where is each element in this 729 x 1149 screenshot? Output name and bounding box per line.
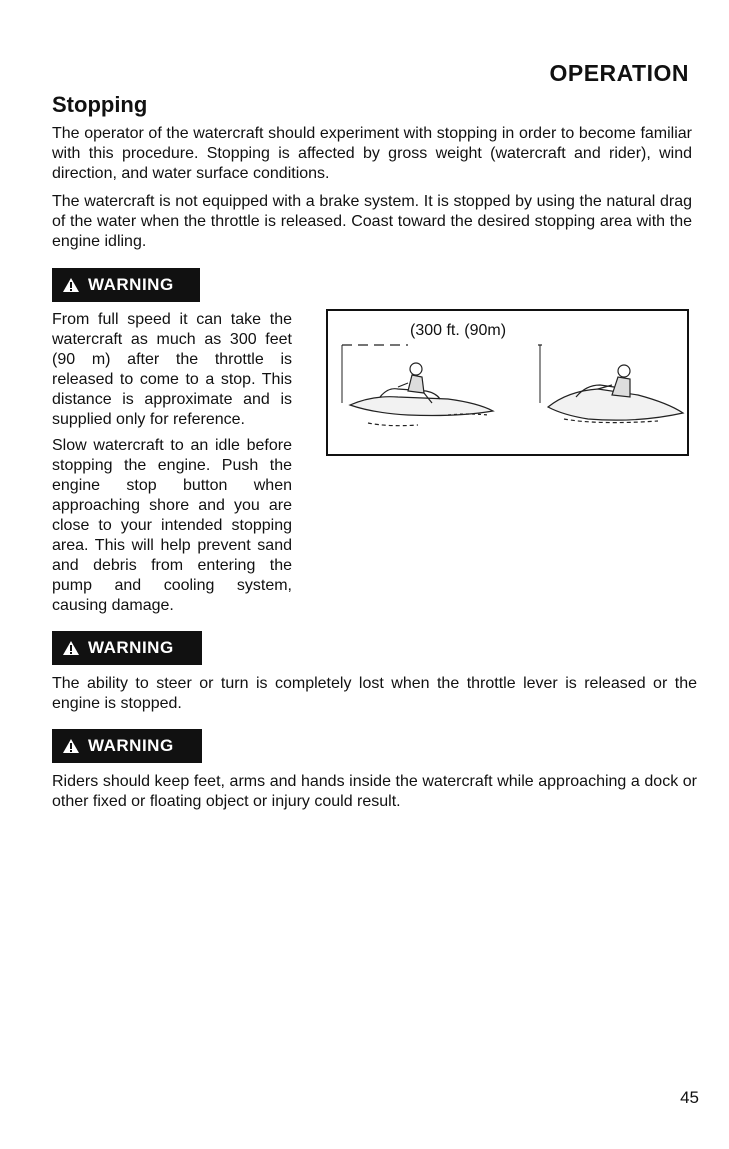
stopping-distance-figure <box>326 309 689 456</box>
watercraft-illustration <box>328 311 687 454</box>
warning-3-paragraph: Riders should keep feet, arms and hands inside the watercraft while approaching a dock or other fixed or floating object or injury could result. <box>52 773 697 810</box>
intro-paragraph-2: The watercraft is not equipped with a brake system. It is stopped by using the natural drag of the water when the throttle is released. Coast toward the desired stopping area with the engine idling. <box>52 193 692 250</box>
warning-text: WARNING <box>88 638 174 657</box>
warning-1-paragraph-2: Slow watercraft to an idle before stopping the engine. Push the engine stop button when approaching shore and you are close to your intended stopping area. This will help prevent sand and debris from entering the pump and cooling system, causing damage. <box>52 437 292 614</box>
warning-triangle-icon <box>62 277 80 293</box>
page-title: Stopping <box>52 92 148 117</box>
warning-label-2 <box>52 631 202 665</box>
section-header: OPERATION <box>549 60 689 86</box>
warning-label-3 <box>52 729 202 763</box>
intro-paragraph-1: The operator of the watercraft should experiment with stopping in order to become familiar with this procedure. Stopping is affected by gross weight (watercraft and rider), wind direction, and water surface conditions. <box>52 125 692 182</box>
warning-text: WARNING <box>88 736 174 755</box>
warning-label-1 <box>52 268 200 302</box>
warning-2-paragraph: The ability to steer or turn is completely lost when the throttle lever is released or the engine is stopped. <box>52 675 697 712</box>
warning-triangle-icon <box>62 738 80 754</box>
distance-label: (300 ft. (90m) <box>410 322 507 339</box>
warning-text: WARNING <box>88 275 174 294</box>
page-number: 45 <box>680 1088 699 1107</box>
warning-triangle-icon <box>62 640 80 656</box>
warning-1-paragraph-1: From full speed it can take the watercraft as much as 300 feet (90 m) after the throttle is released to come to a stop. This distance is approximate and is supplied only for reference. <box>52 311 292 428</box>
